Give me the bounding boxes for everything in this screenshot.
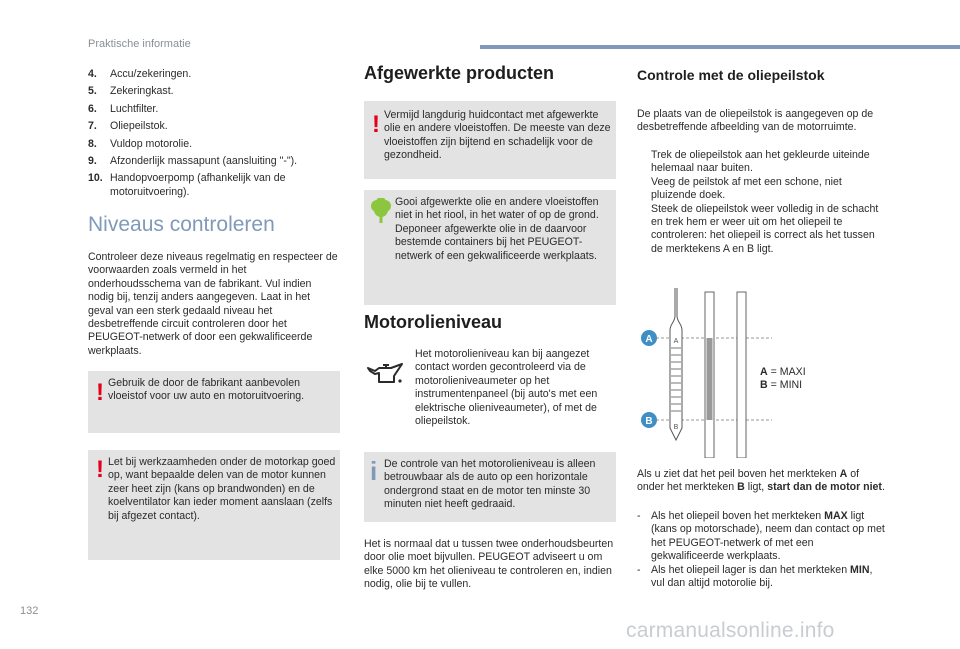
info-icon: i [370, 456, 378, 486]
watermark: carmanualsonline.info [626, 619, 835, 642]
dipstick-step: Steek de oliepeilstok weer volledig in de schacht en trek hem er weer uit om het oliepeil te controleren: het oliepeil is correct als het tussen de merktekens A en B ligt. [651, 202, 879, 255]
dipstick-heading: Controle met de oliepeilstok [637, 67, 825, 83]
dipstick-diagram [630, 288, 772, 458]
component-item: 4. Accu/zekeringen. [88, 68, 192, 80]
tree-icon [370, 198, 392, 224]
component-item: 7. Oliepeilstok. [88, 120, 168, 133]
oil-level-text: Het motorolieniveau kan bij aangezet contact worden gecontroleerd via de motorolieniveaumeter op het instrumentenpaneel (bij auto's met een elektrische olieniveaumeter), of met de oliepeilstok. [415, 348, 598, 428]
action-list [637, 510, 887, 590]
component-item: 9. Afzonderlijk massapunt (aansluiting "-"). [88, 155, 298, 168]
action-item: - Als het oliepeil boven het merkteken MAX ligt (kans op motorschade), neem dan contact op met het PEUGEOT-netwerk of met een gekwalificeerde werkplaats. [637, 510, 885, 563]
levels-paragraph: Controleer deze niveaus regelmatig en respecteer de voorwaarden zoals vermeld in het onderhoudsschema van de fabrikant. Vul indien nodig bij, tenzij anders aangegeven. Laat in het geval van een sterk gedaald niveau het desbetreffende circuit controleren door het PEUGEOT-netwerk of door een gekwalificeerde werkplaats. [88, 251, 338, 357]
legend-min: B = MINI [760, 379, 803, 391]
dipstick-step: Trek de oliepeilstok aan het gekleurde uiteinde helemaal naar buiten. [651, 149, 870, 175]
levels-heading: Niveaus controleren [88, 213, 275, 236]
warning-box-skin [364, 101, 616, 179]
eco-box [364, 190, 616, 305]
warning-text: Let bij werkzaamheden onder de motorkap goed op, want bepaalde delen van de motor kunnen zeer heet zijn (kans op brandwonden) en de koelventilator kan ieder moment aanslaan (zelfs bij afgezet contact). [108, 456, 336, 522]
warning-icon: ! [96, 379, 104, 406]
warning-icon: ! [96, 456, 104, 483]
section-title: Praktische informatie [88, 38, 191, 50]
dipstick-step: Veeg de peilstok af met een schone, niet pluizende doek. [651, 175, 842, 202]
svg-text:A: A [673, 338, 679, 345]
component-item: 6. Luchtfilter. [88, 102, 159, 115]
eco-text: Gooi afgewerkte olie en andere vloeistoffen niet in het riool, in het water of op de grond. Deponeer afgewerkte olie in de daarvoor bestemde containers bij het PEUGEOT-netwerk of een gekwalificeerde werkplaats. [395, 196, 599, 262]
info-text: De controle van het motorolieniveau is alleen betrouwbaar als de auto op een horizontale ondergrond staat en de motor ten minste 30 minuten niet heeft gedraaid. [384, 458, 596, 511]
action-item: - Als het oliepeil lager is dan het merkteken MIN, vul dan altijd motorolie bij. [637, 563, 873, 590]
oil-can-icon [366, 362, 404, 386]
component-item: 5. Zekeringkast. [88, 85, 174, 98]
result-paragraph: Als u ziet dat het peil boven het merkteken A of onder het merkteken B ligt, start dan de motor niet. [637, 468, 885, 494]
component-item: 8. Vuldop motorolie. [88, 137, 193, 150]
component-list [88, 68, 343, 199]
mark-a-letter: A [645, 334, 653, 345]
legend-max: A = MAXI [760, 366, 806, 378]
warning-box-fluid [88, 371, 340, 433]
svg-text:B: B [673, 424, 679, 431]
mark-b-letter: B [645, 416, 653, 427]
left-column [88, 68, 343, 203]
warning-text: Gebruik de door de fabrikant aanbevolen vloeistof voor uw auto en motoruitvoering. [108, 377, 305, 403]
header-bar [480, 45, 960, 49]
page-number: 132 [20, 605, 39, 617]
info-box [364, 452, 616, 522]
warning-icon: ! [372, 111, 380, 138]
component-item: 10. Handopvoerpomp (afhankelijk van de motoruitvoering). [88, 172, 286, 198]
oil-level-heading: Motorolieniveau [364, 312, 503, 332]
warning-text: Vermijd langdurig huidcontact met afgewerkte olie en andere vloeistoffen. De meeste van deze vloeistoffen zijn bijtend en schadelijk voor de gezondheid. [384, 109, 611, 162]
warning-box-engine [88, 450, 340, 560]
waste-heading: Afgewerkte producten [364, 63, 555, 83]
dipstick-intro: De plaats van de oliepeilstok is aangegeven op de desbetreffende afbeelding van de motorruimte. [637, 108, 874, 134]
dipstick-steps [637, 149, 887, 256]
closing-paragraph: Het is normaal dat u tussen twee onderhoudsbeurten door olie moet bijvullen. PEUGEOT adviseert u om elke 5000 km het olieniveau te controleren en, indien nodig, olie bij te vullen. [364, 538, 614, 591]
